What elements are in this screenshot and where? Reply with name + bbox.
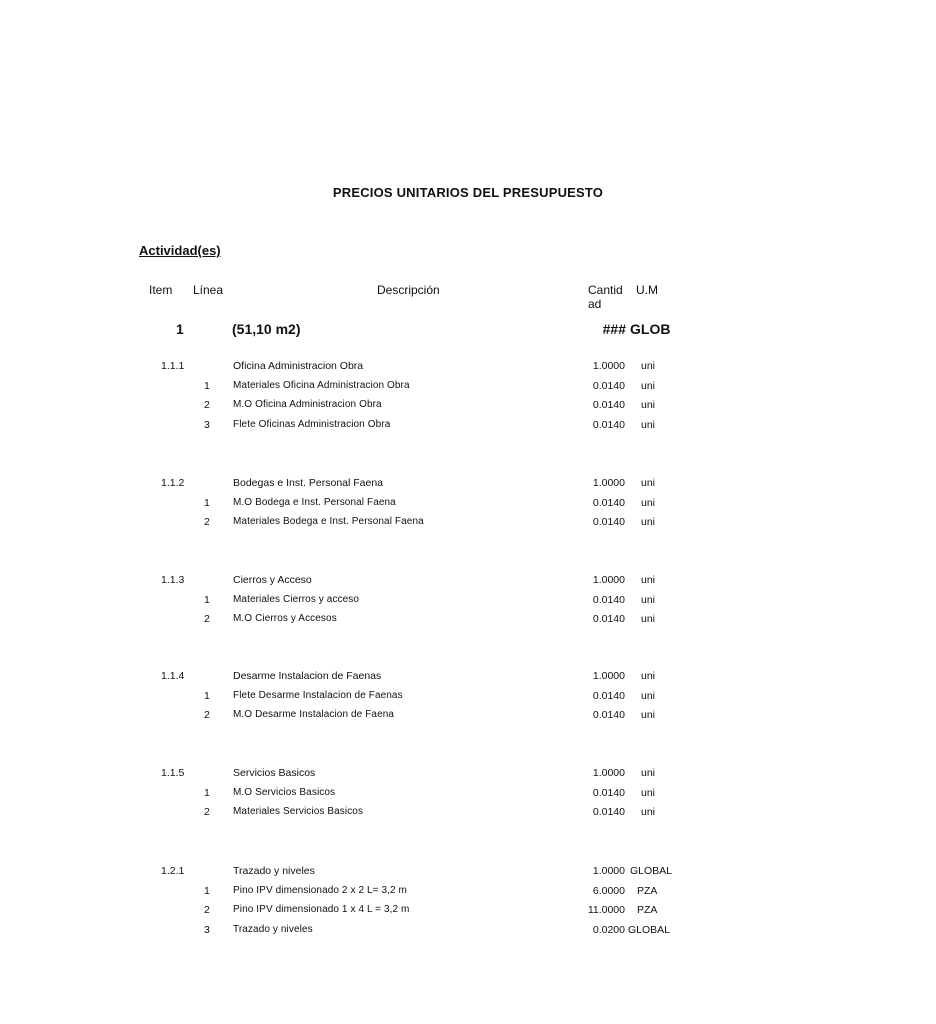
main-item-quantity: ### [602, 321, 626, 337]
line-quantity: 0.0140 [592, 709, 625, 721]
line-quantity: 6.0000 [592, 884, 625, 897]
line-um: GLOBAL [628, 923, 671, 936]
line-number: 1 [204, 786, 210, 799]
line-number: 2 [204, 516, 210, 528]
group-um: GLOBAL [630, 865, 673, 877]
line-quantity: 0.0140 [592, 496, 625, 509]
line-um: uni [641, 399, 656, 411]
line-number: 2 [204, 399, 210, 411]
group-um: uni [641, 670, 656, 682]
line-description: M.O Oficina Administracion Obra [233, 399, 382, 410]
line-um: uni [641, 806, 656, 818]
line-number: 3 [204, 923, 210, 936]
line-quantity: 11.0000 [587, 904, 625, 916]
line-um: uni [641, 689, 656, 702]
line-number: 1 [204, 379, 210, 392]
line-number: 2 [204, 709, 210, 721]
line-um: uni [641, 613, 656, 625]
line-um: PZA [637, 884, 658, 897]
line-um: uni [641, 418, 656, 431]
line-quantity: 0.0140 [592, 786, 625, 799]
group-quantity: 1.0000 [592, 670, 625, 682]
header-um: U.M [636, 283, 658, 297]
group-um: uni [641, 574, 656, 586]
line-description: Pino IPV dimensionado 2 x 2 L= 3,2 m [233, 884, 407, 896]
line-description: Materiales Cierros y acceso [233, 593, 360, 605]
line-quantity: 0.0140 [592, 418, 625, 431]
line-number: 1 [204, 884, 210, 897]
group-quantity: 1.0000 [592, 574, 625, 586]
line-number: 2 [204, 806, 210, 818]
main-item-um: GLOB [630, 321, 671, 337]
line-description: Materiales Bodega e Inst. Personal Faena [233, 516, 424, 527]
group-description: Oficina Administracion Obra [233, 360, 364, 372]
line-um: uni [641, 496, 656, 509]
group-quantity: 1.0000 [592, 865, 625, 877]
main-item-number: 1 [176, 321, 184, 337]
line-um: uni [641, 709, 656, 721]
group-quantity: 1.0000 [592, 360, 625, 372]
line-quantity: 0.0140 [592, 516, 625, 528]
line-description: Flete Desarme Instalacion de Faenas [233, 689, 403, 701]
line-quantity: 0.0140 [592, 379, 625, 392]
section-heading: Actividad(es) [139, 243, 221, 258]
line-um: PZA [637, 904, 658, 916]
group-um: uni [641, 477, 656, 489]
group-description: Trazado y niveles [233, 865, 315, 877]
header-descripcion: Descripción [377, 283, 440, 297]
line-quantity: 0.0140 [592, 613, 625, 625]
line-description: Materiales Oficina Administracion Obra [233, 379, 410, 391]
group-description: Bodegas e Inst. Personal Faena [233, 477, 384, 489]
group-item-number: 1.1.5 [161, 767, 185, 779]
line-description: M.O Bodega e Inst. Personal Faena [233, 496, 396, 508]
line-number: 2 [204, 904, 210, 916]
header-cantidad: Cantid ad [588, 283, 623, 311]
line-um: uni [641, 593, 656, 606]
main-item-description: (51,10 m2) [232, 321, 301, 337]
line-quantity: 0.0140 [592, 399, 625, 411]
group-description: Desarme Instalacion de Faenas [233, 670, 382, 682]
line-um: uni [641, 516, 656, 528]
line-description: Materiales Servicios Basicos [233, 806, 364, 817]
group-quantity: 1.0000 [592, 477, 625, 489]
line-description: M.O Cierros y Accesos [233, 613, 337, 624]
group-item-number: 1.2.1 [161, 865, 185, 877]
header-item: Item [149, 283, 173, 297]
line-number: 1 [204, 593, 210, 606]
group-item-number: 1.1.3 [161, 574, 185, 586]
line-quantity: 0.0200 [592, 923, 625, 936]
group-item-number: 1.1.4 [161, 670, 185, 682]
line-um: uni [641, 379, 656, 392]
group-description: Servicios Basicos [233, 767, 316, 779]
group-um: uni [641, 767, 656, 779]
line-quantity: 0.0140 [592, 593, 625, 606]
line-description: Trazado y niveles [233, 923, 313, 935]
group-quantity: 1.0000 [592, 767, 625, 779]
line-number: 1 [204, 496, 210, 509]
line-number: 3 [204, 418, 210, 431]
header-linea: Línea [193, 283, 224, 297]
line-number: 2 [204, 613, 210, 625]
line-quantity: 0.0140 [592, 689, 625, 702]
line-description: Flete Oficinas Administracion Obra [233, 418, 391, 430]
line-description: M.O Servicios Basicos [233, 786, 336, 798]
group-description: Cierros y Acceso [233, 574, 312, 586]
group-item-number: 1.1.2 [161, 477, 185, 489]
line-quantity: 0.0140 [592, 806, 625, 818]
line-description: M.O Desarme Instalacion de Faena [233, 709, 395, 720]
line-description: Pino IPV dimensionado 1 x 4 L = 3,2 m [233, 904, 410, 915]
line-number: 1 [204, 689, 210, 702]
group-item-number: 1.1.1 [161, 360, 185, 372]
page-title: PRECIOS UNITARIOS DEL PRESUPUESTO [332, 185, 604, 200]
group-um: uni [641, 360, 656, 372]
line-um: uni [641, 786, 656, 799]
